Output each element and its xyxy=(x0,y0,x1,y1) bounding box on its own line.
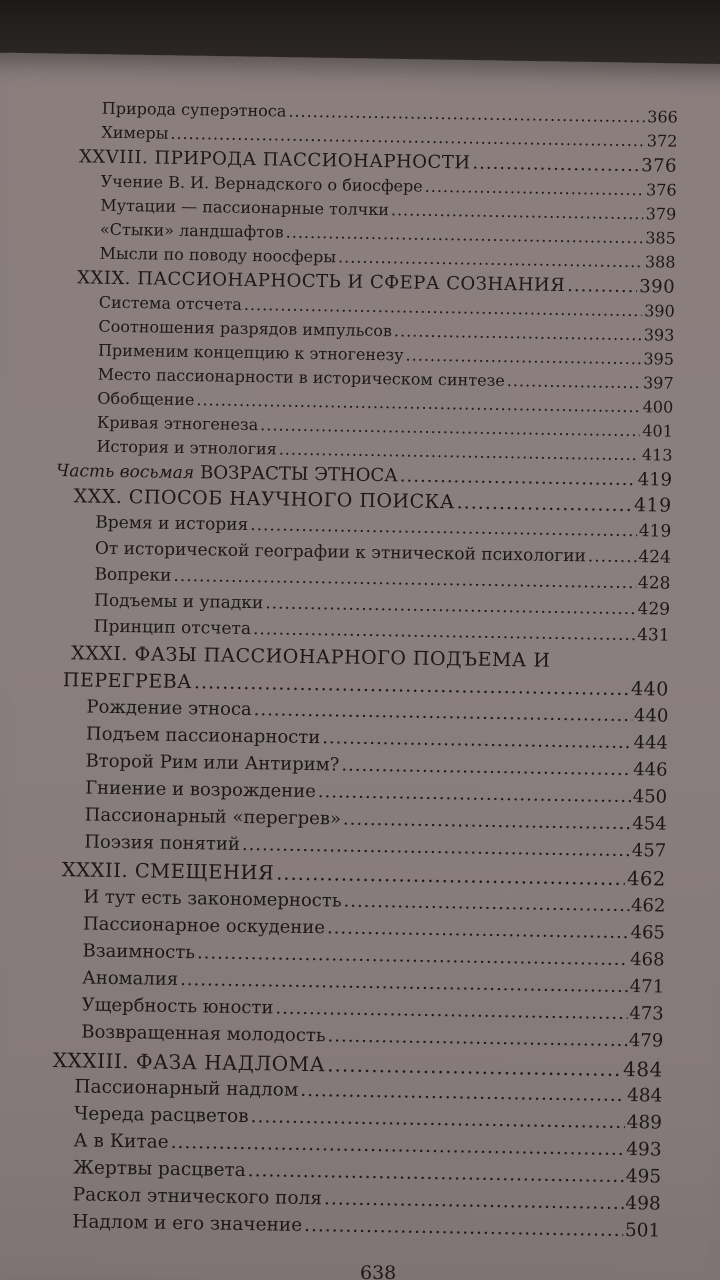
part-label: Часть восьмая xyxy=(55,460,195,484)
toc-group-3 xyxy=(45,696,668,1058)
leader-dots xyxy=(457,491,633,516)
entry-page-number: 431 xyxy=(637,625,670,646)
entry-page-number: 429 xyxy=(637,599,671,620)
entry-page-number: 401 xyxy=(642,421,673,441)
entry-title: Обобщение xyxy=(97,388,195,410)
entry-page-number: 471 xyxy=(629,976,665,998)
entry-title: И тут есть закономерность xyxy=(83,886,342,912)
entry-page-number: 479 xyxy=(628,1030,664,1052)
entry-page-number: 489 xyxy=(626,1112,663,1134)
entry-page-number: 419 xyxy=(638,521,672,542)
leader-dots xyxy=(300,1080,625,1106)
entry-title: Мысли по поводу ноосферы xyxy=(99,243,337,267)
entry-page-number: 385 xyxy=(645,228,677,248)
leader-dots xyxy=(343,809,631,835)
entry-title: Применим концепцию к этногенезу xyxy=(97,340,404,365)
entry-title: А в Китае xyxy=(73,1130,169,1153)
entry-title: Время и история xyxy=(95,512,249,536)
entry-title: Система отсчета xyxy=(98,292,243,314)
entry-title: Поэзия понятий xyxy=(84,831,241,855)
entry-page-number: 372 xyxy=(646,131,678,151)
leader-dots xyxy=(391,200,644,223)
entry-title: XXVIII. ПРИРОДА ПАССИОНАРНОСТИ xyxy=(78,146,471,174)
entry-title: Череда расцветов xyxy=(73,1103,249,1128)
leader-dots xyxy=(472,152,639,176)
page-number-footer: 638 xyxy=(360,1262,397,1280)
part-title: ВОЗРАСТЫ ЭТНОСА xyxy=(199,462,399,487)
entry-title: Рождение этноса xyxy=(86,696,252,721)
chapter-31-page-number: 440 xyxy=(630,678,669,701)
entry-page-number: 444 xyxy=(633,732,669,754)
entry-title: XXX. СПОСОБ НАУЧНОГО ПОИСКА xyxy=(73,485,455,514)
chapter-31-title-line1: XXXI. ФАЗЫ ПАССИОНАРНОГО ПОДЪЕМА И xyxy=(71,642,551,672)
entry-page-number: 440 xyxy=(633,705,669,727)
leader-dots xyxy=(275,997,627,1024)
leader-dots xyxy=(324,1188,624,1214)
entry-page-number: 454 xyxy=(632,813,667,835)
entry-title: «Стыки» ландшафтов xyxy=(99,219,284,242)
entry-title: XXIX. ПАССИОНАРНОСТЬ И СФЕРА СОЗНАНИЯ xyxy=(77,267,566,296)
entry-page-number: 465 xyxy=(630,922,666,944)
entry-page-number: 484 xyxy=(626,1085,663,1107)
leader-dots xyxy=(327,1052,621,1081)
entry-title: XXXIII. ФАЗА НАДЛОМА xyxy=(52,1048,326,1077)
entry-page-number: 397 xyxy=(642,373,674,393)
entry-title: Аномалия xyxy=(82,967,179,990)
entry-page-number: 388 xyxy=(644,252,676,272)
entry-title: Надлом и его значение xyxy=(72,1211,303,1236)
leader-dots xyxy=(405,345,641,368)
entry-page-number: 419 xyxy=(633,494,672,517)
leader-dots xyxy=(327,917,629,943)
entry-page-number: 495 xyxy=(625,1166,662,1188)
entry-title: Возвращенная молодость xyxy=(81,1021,326,1047)
leader-dots xyxy=(588,546,637,567)
part-page-number: 419 xyxy=(637,469,673,491)
entry-title: XXXII. СМЕЩЕНИЯ xyxy=(61,858,275,885)
entry-title: Раскол этнического поля xyxy=(72,1184,323,1210)
entry-title: История и этнология xyxy=(96,436,277,459)
leader-dots xyxy=(338,247,643,271)
entry-page-number: 498 xyxy=(625,1193,661,1215)
leader-dots xyxy=(400,465,636,490)
leader-dots xyxy=(327,1025,627,1051)
entry-title: Соотношения разрядов импульсов xyxy=(98,316,393,341)
leader-dots xyxy=(507,371,642,392)
leader-dots xyxy=(248,1160,624,1187)
entry-title: Второй Рим или Антирим? xyxy=(85,750,340,776)
entry-page-number: 424 xyxy=(638,547,672,568)
entry-page-number: 400 xyxy=(642,397,674,417)
toc-group-2 xyxy=(51,485,671,652)
entry-title: Принцип отсчета xyxy=(93,616,252,640)
entry-page-number: 395 xyxy=(643,349,675,369)
table-of-contents xyxy=(42,98,678,1248)
leader-dots xyxy=(341,755,631,781)
entry-page-number: 450 xyxy=(632,786,668,808)
toc-group-4 xyxy=(42,1048,663,1248)
entry-page-number: 366 xyxy=(647,107,678,127)
entry-page-number: 457 xyxy=(631,840,667,862)
entry-title: Подъемы и упадки xyxy=(93,590,264,614)
leader-dots xyxy=(322,727,632,753)
toc-group-1 xyxy=(54,98,678,470)
entry-page-number: 376 xyxy=(645,180,677,200)
entry-title: Пассионарный надлом xyxy=(74,1076,299,1101)
entry-page-number: 393 xyxy=(643,325,675,345)
entry-title: Место пассионарности в историческом синтезе xyxy=(97,364,505,391)
entry-title: От исторической географии к этнической психологии xyxy=(94,538,587,567)
entry-page-number: 446 xyxy=(632,759,668,781)
entry-page-number: 462 xyxy=(626,867,666,891)
entry-title: Подъем пассионарности xyxy=(85,723,321,749)
leader-dots xyxy=(394,321,642,344)
entry-page-number: 379 xyxy=(645,204,677,224)
entry-title: Жертвы расцвета xyxy=(73,1157,246,1182)
entry-page-number: 428 xyxy=(637,573,671,594)
entry-page-number: 493 xyxy=(626,1139,662,1161)
entry-title: Пассионарное оскудение xyxy=(82,913,326,939)
entry-title: Гниение и возрождение xyxy=(85,777,317,803)
leader-dots xyxy=(304,1215,623,1241)
entry-title: Учение В. И. Вернадского о биосфере xyxy=(100,171,423,196)
entry-page-number: 390 xyxy=(639,276,676,298)
leader-dots xyxy=(567,275,637,297)
leader-dots xyxy=(276,861,625,889)
entry-page-number: 462 xyxy=(630,895,666,917)
dark-background-edge xyxy=(0,0,720,60)
leader-dots xyxy=(250,1106,624,1133)
entry-title: Природа суперэтноса xyxy=(101,98,287,121)
entry-title: Мутации — пассионарные толчки xyxy=(100,195,390,220)
leader-dots xyxy=(343,891,629,916)
leader-dots xyxy=(318,781,631,807)
entry-title: Пассионарный «перегрев» xyxy=(84,804,342,830)
entry-title: Ущербность юности xyxy=(81,994,274,1019)
entry-title: Взаимность xyxy=(82,940,196,964)
entry-page-number: 484 xyxy=(622,1056,664,1082)
entry-page-number: 501 xyxy=(624,1220,661,1242)
entry-page-number: 413 xyxy=(641,445,673,465)
entry-title: Химеры xyxy=(101,122,169,143)
leader-dots xyxy=(425,177,645,199)
entry-page-number: 473 xyxy=(629,1003,664,1025)
chapter-31-title-text: ПЕРЕГРЕВА xyxy=(62,669,193,694)
entry-page-number: 468 xyxy=(630,949,665,971)
entry-title: Кривая этногенеза xyxy=(96,412,259,435)
entry-page-number: 390 xyxy=(644,301,675,321)
entry-page-number: 376 xyxy=(640,155,678,177)
entry-title: Вопреки xyxy=(94,564,172,586)
